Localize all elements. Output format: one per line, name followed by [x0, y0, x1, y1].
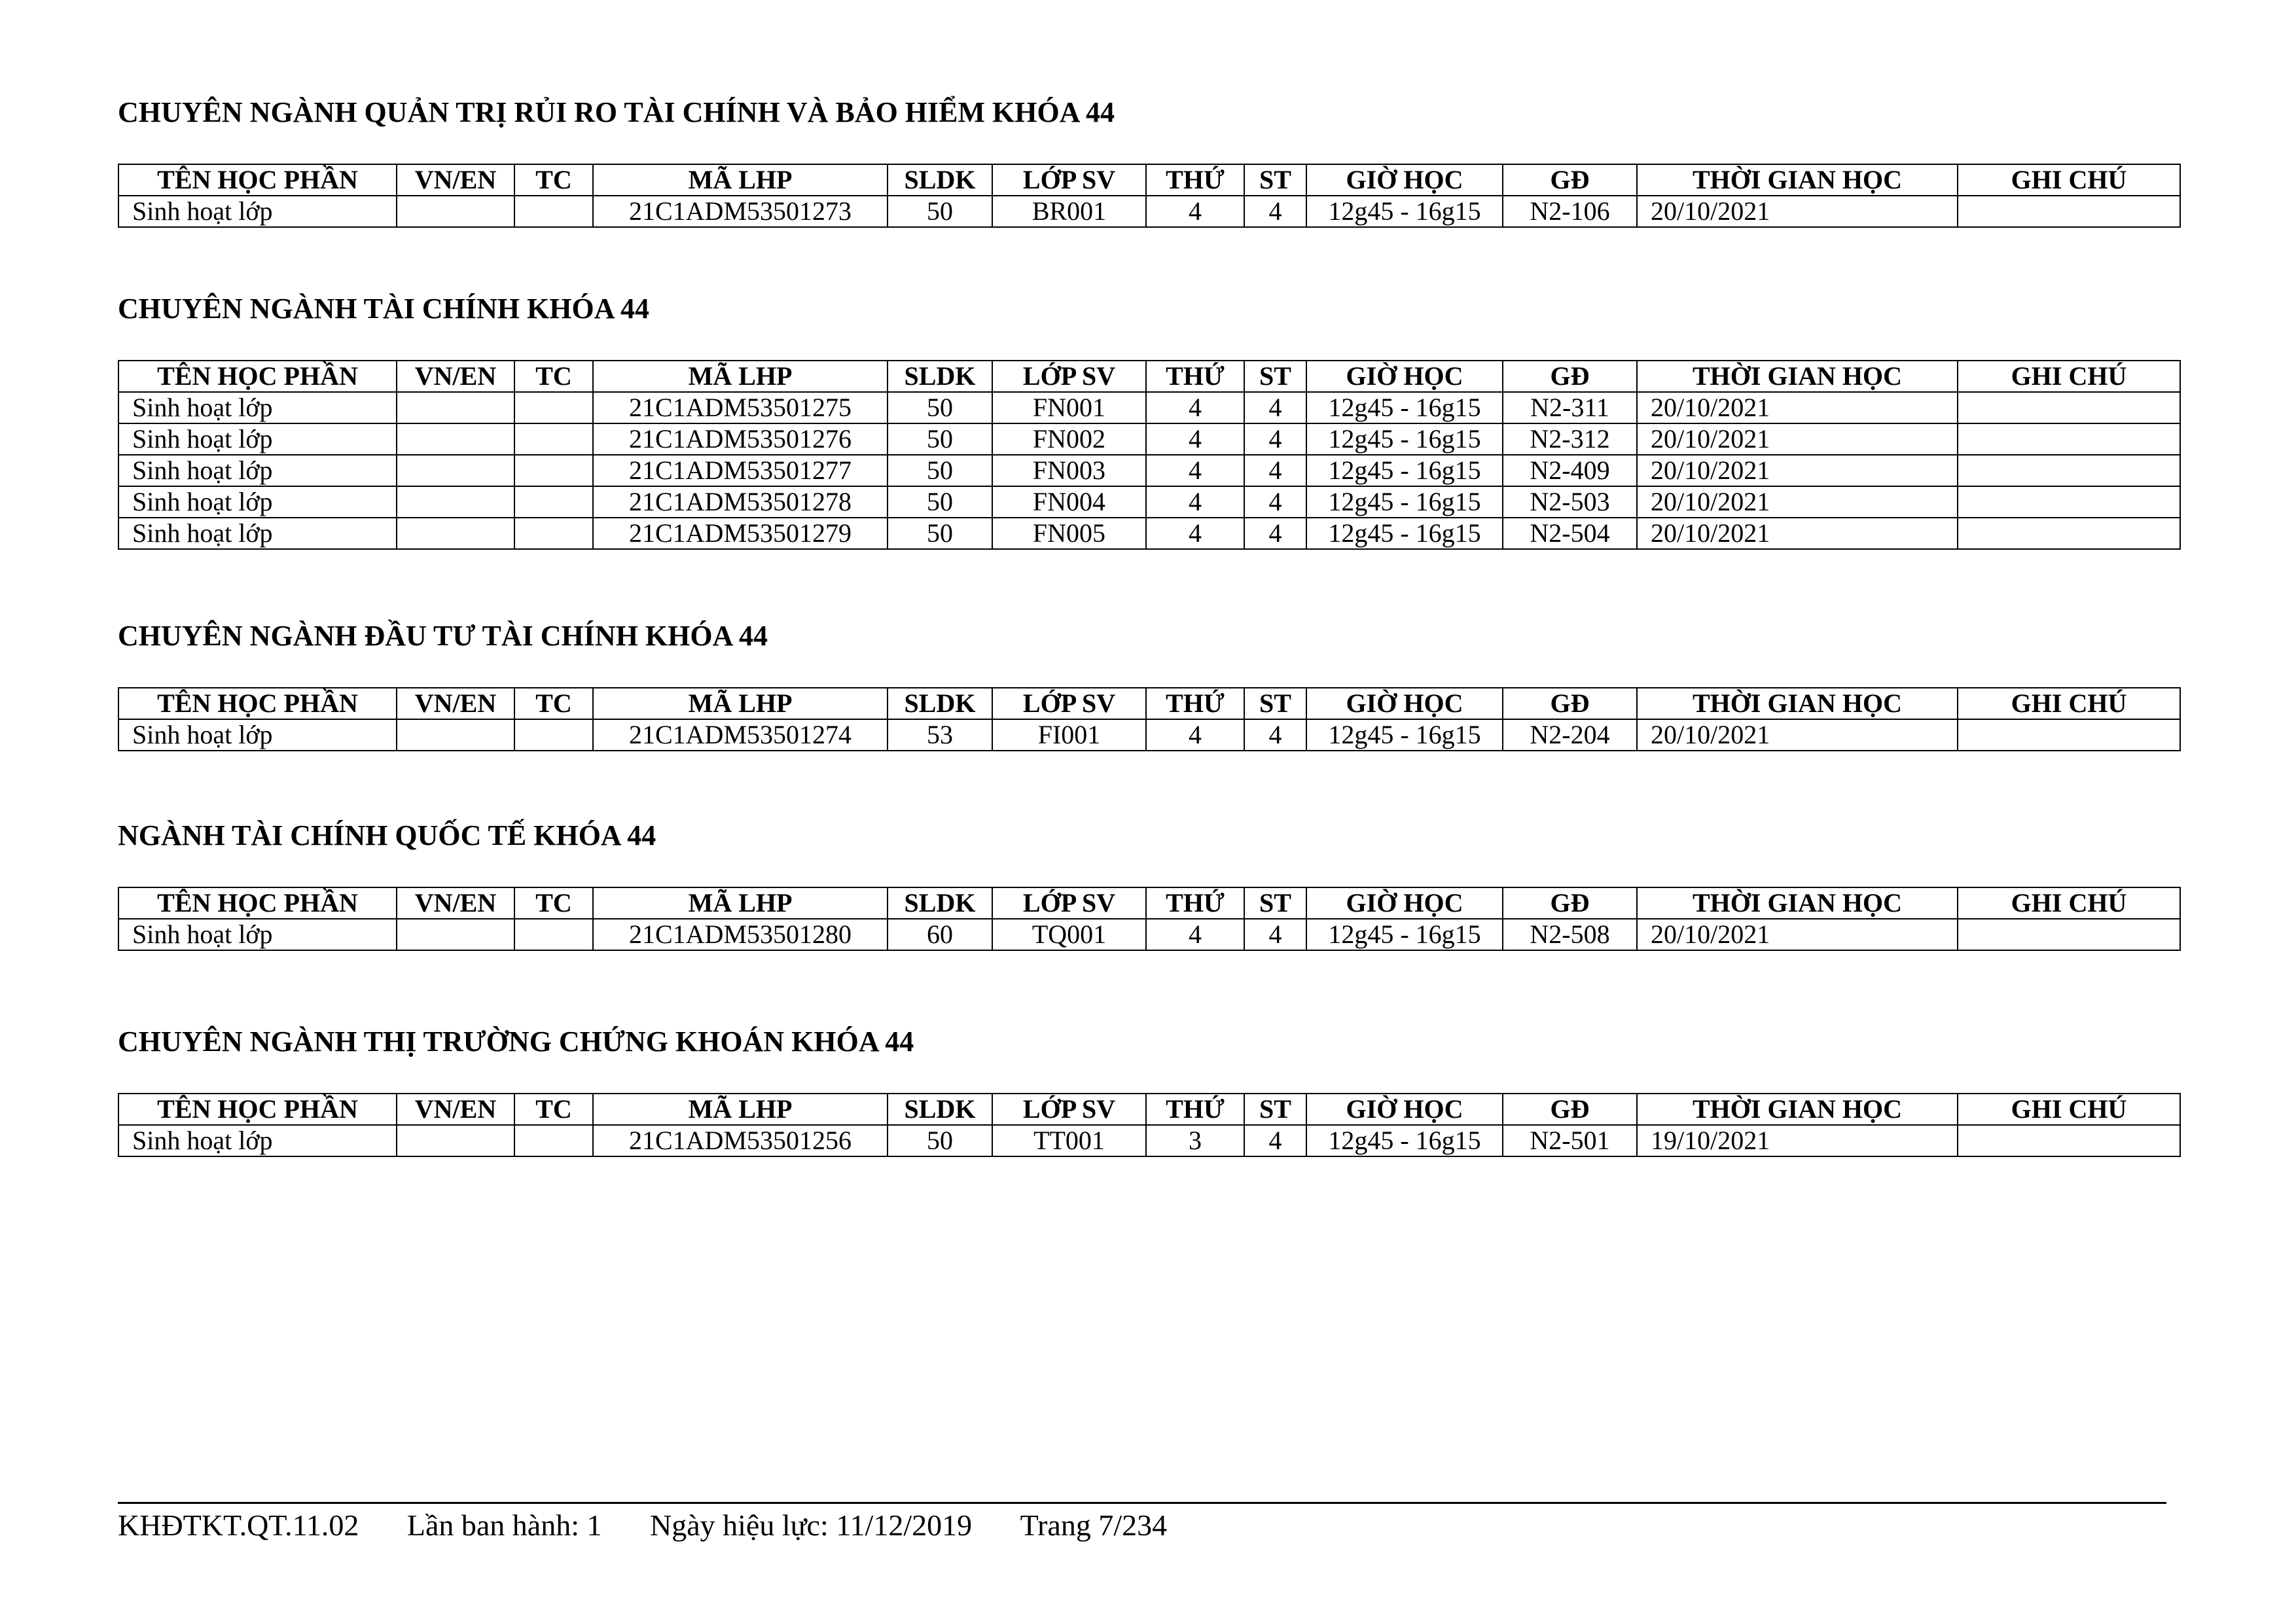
- table-cell: Sinh hoạt lớp: [118, 518, 397, 549]
- table-cell: 4: [1244, 423, 1306, 455]
- column-header: THỨ: [1146, 164, 1244, 196]
- column-header: TÊN HỌC PHẦN: [118, 1094, 397, 1125]
- column-header: ST: [1244, 688, 1306, 719]
- table-row: [118, 196, 2180, 227]
- schedule-table: [118, 164, 2181, 228]
- table-cell: 21C1ADM53501273: [593, 196, 888, 227]
- column-header: THỜI GIAN HỌC: [1637, 688, 1958, 719]
- table-cell: [1958, 423, 2180, 455]
- table-cell: 21C1ADM53501279: [593, 518, 888, 549]
- table-cell: 3: [1146, 1125, 1244, 1156]
- column-header: GHI CHÚ: [1958, 887, 2180, 919]
- column-header: THỜI GIAN HỌC: [1637, 361, 1958, 392]
- column-header: MÃ LHP: [593, 361, 888, 392]
- table-cell: N2-204: [1503, 719, 1637, 751]
- table-cell: 21C1ADM53501278: [593, 486, 888, 518]
- table-cell: FN004: [992, 486, 1146, 518]
- column-header: VN/EN: [397, 887, 514, 919]
- column-header: GIỜ HỌC: [1306, 887, 1503, 919]
- column-header: GĐ: [1503, 688, 1637, 719]
- column-header: ST: [1244, 1094, 1306, 1125]
- column-header: TÊN HỌC PHẦN: [118, 361, 397, 392]
- table-cell: Sinh hoạt lớp: [118, 196, 397, 227]
- column-header: GIỜ HỌC: [1306, 688, 1503, 719]
- column-header: TÊN HỌC PHẦN: [118, 887, 397, 919]
- column-header: VN/EN: [397, 164, 514, 196]
- table-cell: [1958, 919, 2180, 950]
- column-header: THỜI GIAN HỌC: [1637, 1094, 1958, 1125]
- table-cell: 21C1ADM53501280: [593, 919, 888, 950]
- table-cell: 21C1ADM53501276: [593, 423, 888, 455]
- table-cell: 4: [1244, 455, 1306, 486]
- table-cell: 12g45 - 16g15: [1306, 919, 1503, 950]
- table-cell: [514, 392, 593, 423]
- table-cell: [397, 1125, 514, 1156]
- table-cell: [1958, 719, 2180, 751]
- column-header: ST: [1244, 887, 1306, 919]
- column-header: GĐ: [1503, 361, 1637, 392]
- table-cell: [397, 719, 514, 751]
- column-header: LỚP SV: [992, 361, 1146, 392]
- table-cell: N2-501: [1503, 1125, 1637, 1156]
- table-cell: 50: [888, 423, 992, 455]
- table-cell: [397, 518, 514, 549]
- schedule-table: [118, 1093, 2181, 1157]
- table-cell: [397, 423, 514, 455]
- column-header: GHI CHÚ: [1958, 1094, 2180, 1125]
- column-header: GIỜ HỌC: [1306, 361, 1503, 392]
- column-header: THỨ: [1146, 887, 1244, 919]
- table-cell: 4: [1146, 518, 1244, 549]
- table-cell: 21C1ADM53501256: [593, 1125, 888, 1156]
- column-header: SLDK: [888, 361, 992, 392]
- table-cell: 21C1ADM53501277: [593, 455, 888, 486]
- column-header: TC: [514, 887, 593, 919]
- table-cell: 12g45 - 16g15: [1306, 1125, 1503, 1156]
- table-cell: [514, 486, 593, 518]
- table-cell: [397, 919, 514, 950]
- column-header: LỚP SV: [992, 164, 1146, 196]
- column-header: SLDK: [888, 1094, 992, 1125]
- column-header: MÃ LHP: [593, 164, 888, 196]
- table-cell: 50: [888, 486, 992, 518]
- table-cell: FN003: [992, 455, 1146, 486]
- table-cell: Sinh hoạt lớp: [118, 486, 397, 518]
- table-cell: [514, 719, 593, 751]
- table-cell: N2-312: [1503, 423, 1637, 455]
- table-cell: 4: [1244, 518, 1306, 549]
- column-header: SLDK: [888, 164, 992, 196]
- footer-effective-date: Ngày hiệu lực: 11/12/2019: [650, 1508, 973, 1542]
- schedule-table: [118, 887, 2181, 951]
- column-header: TC: [514, 361, 593, 392]
- table-cell: N2-311: [1503, 392, 1637, 423]
- table-cell: 4: [1244, 392, 1306, 423]
- table-cell: 12g45 - 16g15: [1306, 455, 1503, 486]
- column-header: GĐ: [1503, 164, 1637, 196]
- table-cell: [1958, 518, 2180, 549]
- table-cell: [1958, 455, 2180, 486]
- table-cell: N2-409: [1503, 455, 1637, 486]
- table-header-row: [118, 688, 2180, 719]
- table-row: [118, 1125, 2180, 1156]
- table-cell: FI001: [992, 719, 1146, 751]
- column-header: MÃ LHP: [593, 688, 888, 719]
- column-header: TÊN HỌC PHẦN: [118, 164, 397, 196]
- column-header: GHI CHÚ: [1958, 164, 2180, 196]
- schedule-table: [118, 687, 2181, 751]
- table-cell: 12g45 - 16g15: [1306, 719, 1503, 751]
- table-cell: 12g45 - 16g15: [1306, 518, 1503, 549]
- table-cell: Sinh hoạt lớp: [118, 719, 397, 751]
- table-cell: [514, 1125, 593, 1156]
- column-header: GĐ: [1503, 887, 1637, 919]
- column-header: LỚP SV: [992, 1094, 1146, 1125]
- table-cell: Sinh hoạt lớp: [118, 392, 397, 423]
- table-cell: [1958, 392, 2180, 423]
- column-header: MÃ LHP: [593, 1094, 888, 1125]
- table-cell: 4: [1244, 196, 1306, 227]
- table-cell: N2-508: [1503, 919, 1637, 950]
- table-cell: 12g45 - 16g15: [1306, 392, 1503, 423]
- table-cell: 20/10/2021: [1637, 455, 1958, 486]
- table-cell: 53: [888, 719, 992, 751]
- table-cell: 4: [1146, 423, 1244, 455]
- column-header: TC: [514, 688, 593, 719]
- column-header: MÃ LHP: [593, 887, 888, 919]
- table-cell: 12g45 - 16g15: [1306, 423, 1503, 455]
- table-cell: [1958, 196, 2180, 227]
- table-cell: N2-504: [1503, 518, 1637, 549]
- table-row: [118, 423, 2180, 455]
- column-header: GHI CHÚ: [1958, 688, 2180, 719]
- section-title: CHUYÊN NGÀNH TÀI CHÍNH KHÓA 44: [118, 293, 650, 325]
- table-cell: 19/10/2021: [1637, 1125, 1958, 1156]
- column-header: TÊN HỌC PHẦN: [118, 688, 397, 719]
- table-cell: 20/10/2021: [1637, 392, 1958, 423]
- table-cell: 20/10/2021: [1637, 719, 1958, 751]
- column-header: THỨ: [1146, 361, 1244, 392]
- table-cell: FN001: [992, 392, 1146, 423]
- column-header: SLDK: [888, 688, 992, 719]
- table-cell: 21C1ADM53501275: [593, 392, 888, 423]
- section-title: CHUYÊN NGÀNH THỊ TRƯỜNG CHỨNG KHOÁN KHÓA 44: [118, 1026, 914, 1058]
- table-cell: [514, 919, 593, 950]
- column-header: THỜI GIAN HỌC: [1637, 164, 1958, 196]
- column-header: GĐ: [1503, 1094, 1637, 1125]
- table-cell: 50: [888, 196, 992, 227]
- table-cell: 20/10/2021: [1637, 196, 1958, 227]
- table-cell: [397, 486, 514, 518]
- table-header-row: [118, 1094, 2180, 1125]
- footer-doc-code: KHĐTKT.QT.11.02: [118, 1508, 359, 1542]
- column-header: TC: [514, 1094, 593, 1125]
- table-cell: 50: [888, 392, 992, 423]
- table-cell: 4: [1244, 919, 1306, 950]
- table-cell: Sinh hoạt lớp: [118, 919, 397, 950]
- table-cell: 20/10/2021: [1637, 423, 1958, 455]
- table-cell: 4: [1146, 919, 1244, 950]
- table-cell: 50: [888, 518, 992, 549]
- table-cell: [1958, 1125, 2180, 1156]
- table-cell: BR001: [992, 196, 1146, 227]
- column-header: VN/EN: [397, 361, 514, 392]
- column-header: TC: [514, 164, 593, 196]
- table-cell: Sinh hoạt lớp: [118, 455, 397, 486]
- table-cell: N2-503: [1503, 486, 1637, 518]
- table-cell: 12g45 - 16g15: [1306, 196, 1503, 227]
- table-cell: 20/10/2021: [1637, 919, 1958, 950]
- section-title: NGÀNH TÀI CHÍNH QUỐC TẾ KHÓA 44: [118, 819, 656, 851]
- table-header-row: [118, 887, 2180, 919]
- footer-page-number: Trang 7/234: [1020, 1508, 1168, 1542]
- table-cell: 4: [1244, 486, 1306, 518]
- table-cell: 12g45 - 16g15: [1306, 486, 1503, 518]
- table-cell: FN005: [992, 518, 1146, 549]
- column-header: THỜI GIAN HỌC: [1637, 887, 1958, 919]
- column-header: VN/EN: [397, 1094, 514, 1125]
- table-cell: TT001: [992, 1125, 1146, 1156]
- table-row: [118, 455, 2180, 486]
- table-cell: [397, 392, 514, 423]
- table-cell: 50: [888, 455, 992, 486]
- column-header: THỨ: [1146, 688, 1244, 719]
- table-cell: [514, 455, 593, 486]
- table-cell: 21C1ADM53501274: [593, 719, 888, 751]
- column-header: THỨ: [1146, 1094, 1244, 1125]
- section-title: CHUYÊN NGÀNH QUẢN TRỊ RỦI RO TÀI CHÍNH VÀ BẢO HIỂM KHÓA 44: [118, 96, 1115, 128]
- table-cell: 20/10/2021: [1637, 518, 1958, 549]
- table-row: [118, 392, 2180, 423]
- table-cell: 4: [1146, 196, 1244, 227]
- table-cell: Sinh hoạt lớp: [118, 423, 397, 455]
- table-cell: 60: [888, 919, 992, 950]
- section-title: CHUYÊN NGÀNH ĐẦU TƯ TÀI CHÍNH KHÓA 44: [118, 620, 768, 652]
- table-cell: [397, 455, 514, 486]
- table-cell: 4: [1244, 1125, 1306, 1156]
- table-cell: TQ001: [992, 919, 1146, 950]
- table-cell: 4: [1244, 719, 1306, 751]
- footer-divider: [118, 1502, 2166, 1504]
- table-cell: 4: [1146, 719, 1244, 751]
- table-row: [118, 719, 2180, 751]
- table-header-row: [118, 164, 2180, 196]
- table-cell: 4: [1146, 392, 1244, 423]
- column-header: GHI CHÚ: [1958, 361, 2180, 392]
- column-header: ST: [1244, 361, 1306, 392]
- table-cell: [514, 518, 593, 549]
- column-header: GIỜ HỌC: [1306, 164, 1503, 196]
- table-row: [118, 486, 2180, 518]
- table-cell: [1958, 486, 2180, 518]
- table-cell: FN002: [992, 423, 1146, 455]
- table-row: [118, 919, 2180, 950]
- column-header: SLDK: [888, 887, 992, 919]
- schedule-table: [118, 360, 2181, 550]
- table-row: [118, 518, 2180, 549]
- table-cell: [514, 196, 593, 227]
- table-cell: 4: [1146, 455, 1244, 486]
- table-cell: [397, 196, 514, 227]
- table-cell: N2-106: [1503, 196, 1637, 227]
- table-cell: 50: [888, 1125, 992, 1156]
- column-header: VN/EN: [397, 688, 514, 719]
- table-header-row: [118, 361, 2180, 392]
- column-header: LỚP SV: [992, 887, 1146, 919]
- column-header: GIỜ HỌC: [1306, 1094, 1503, 1125]
- column-header: LỚP SV: [992, 688, 1146, 719]
- page-footer: [118, 1507, 1208, 1543]
- footer-issue: Lần ban hành: 1: [406, 1508, 602, 1542]
- column-header: ST: [1244, 164, 1306, 196]
- table-cell: [514, 423, 593, 455]
- table-cell: Sinh hoạt lớp: [118, 1125, 397, 1156]
- table-cell: 4: [1146, 486, 1244, 518]
- table-cell: 20/10/2021: [1637, 486, 1958, 518]
